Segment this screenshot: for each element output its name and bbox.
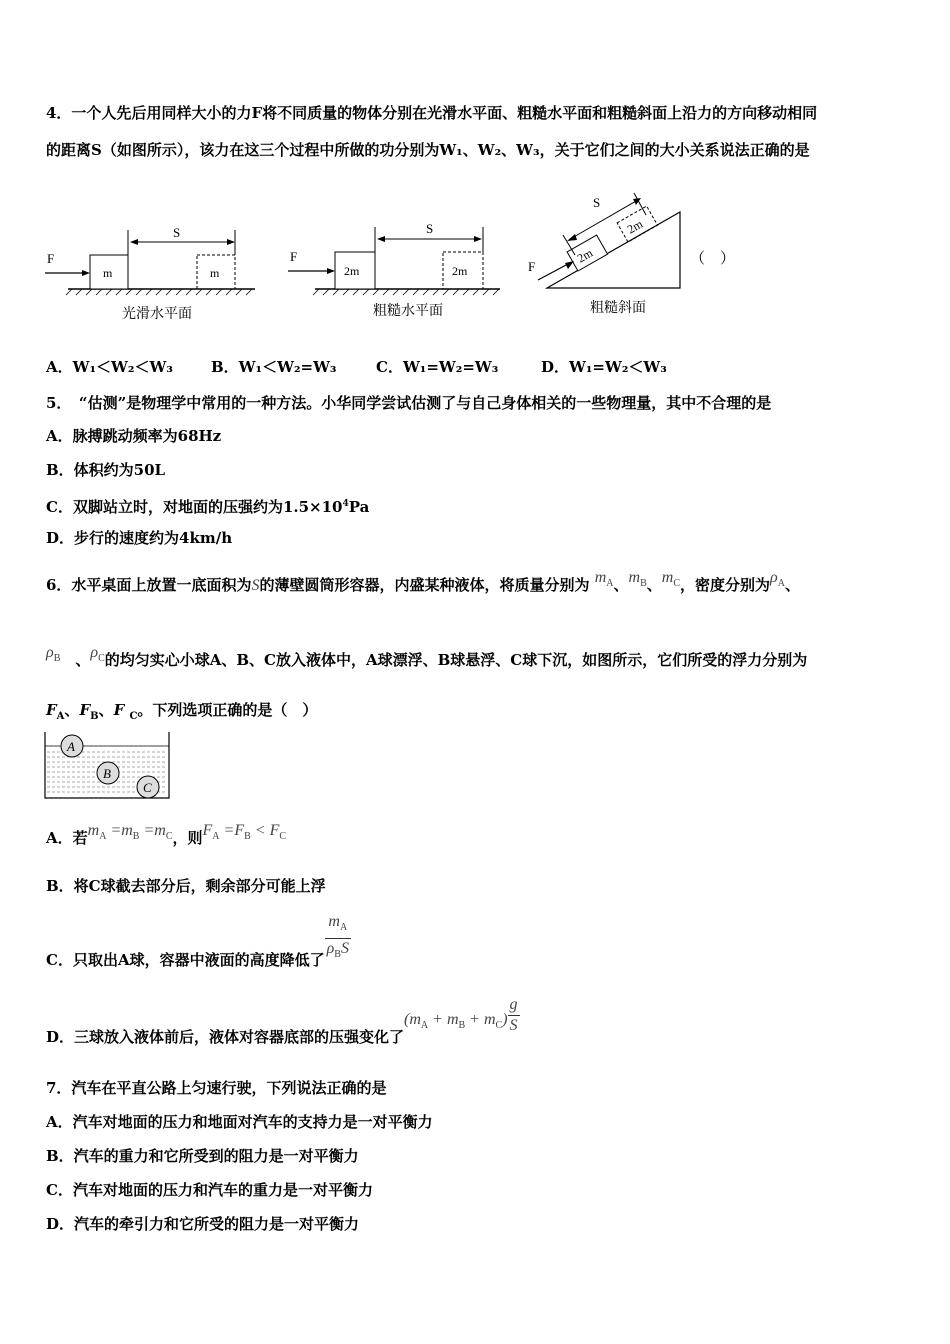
q4-fig1-force: F — [47, 251, 55, 266]
q4-fig1-mass: m — [103, 266, 113, 280]
q6-text-3: ，密度分别为 — [680, 576, 771, 594]
q6-option-c[interactable] — [46, 912, 351, 969]
q7-option-a[interactable]: A．汽车对地面的压力和地面对汽车的支持力是一对平衡力 — [46, 1113, 433, 1131]
q6-option-c-text: C．只取出A球，容器中液面的高度降低了 — [46, 950, 325, 969]
q6-option-a-then: ，则 — [172, 829, 203, 847]
q4-option-d[interactable]: D．W₁=W₂＜W₃ — [541, 358, 667, 376]
q6-mass-b: $m_B$ — [628, 569, 647, 590]
q4-stem-line2: 的距离S（如图所示），该力在这三个过程中所做的功分别为W₁、W₂、W₃，关于它们之间的大小关系说法正确的是 — [46, 141, 810, 159]
q6-stem-line3: $F_A$、$F_B$、F $_C$。下列选项正确的是（ ） — [46, 701, 318, 722]
q4-fig2-dist: S — [426, 221, 434, 236]
q5-option-a[interactable]: A．脉搏跳动频率为68Hz — [46, 427, 222, 445]
q4-figure — [40, 185, 800, 325]
q5-option-c-exp: 4 — [342, 499, 349, 509]
q5-option-c[interactable] — [46, 494, 369, 517]
q4-answer-bracket: （ ） — [690, 251, 736, 267]
q4-fig2-mass-end: 2m — [452, 264, 468, 278]
q5-stem: 5． “估测”是物理学中常用的一种方法。小华同学尝试估测了与自己身体相关的一些物理量，其中不合理的是 — [46, 394, 772, 412]
q4-fig2-mass: 2m — [344, 264, 360, 278]
q6-mass-c: $m_C$ — [661, 569, 680, 590]
q4-fig2-caption: 粗糙水平面 — [373, 304, 443, 319]
q4-fig2-force: F — [290, 249, 298, 264]
q4-fig3-caption: 粗糙斜面 — [590, 301, 646, 316]
q4-fig3-mass-end: 2m — [624, 216, 646, 237]
q6-area-symbol: S — [251, 577, 260, 594]
q4-option-b[interactable]: B．W₁＜W₂=W₃ — [211, 358, 337, 376]
q6-option-a-result: $F_A =F_B < F_C$ — [202, 822, 287, 843]
q6-text-2: 的薄壁圆筒形容器，内盛某种液体，将质量分别为 — [259, 576, 590, 594]
q4-fig1-dist: S — [173, 225, 181, 240]
q6-option-b[interactable]: B．将C球截去部分后，剩余部分可能上浮 — [46, 877, 326, 895]
q6-density-a: $\rho_A$ — [770, 569, 785, 590]
q6-mass-symbols: $m_A$ — [594, 569, 614, 590]
q4-fig3-mass: 2m — [574, 245, 596, 266]
q6-option-d[interactable] — [46, 995, 520, 1046]
q4-fig3-force: F — [528, 259, 536, 274]
q4-fig-rough — [288, 221, 500, 319]
q7-stem: 7．汽车在平直公路上匀速行驶，下列说法正确的是 — [46, 1079, 387, 1097]
q5-option-b[interactable]: B．体积约为50L — [46, 461, 166, 479]
q4-option-c[interactable]: C．W₁=W₂=W₃ — [376, 358, 499, 376]
q6-stem-line2: $\rho_B$ 、$\rho_C$的均匀实心小球A、B、C放入液体中，A球漂浮、B球悬浮、C球下沉，如图所示，它们所受的浮力分别为 — [46, 644, 808, 669]
q6-option-d-fraction: $\frac{g}{S}$ — [509, 996, 518, 1034]
q4-options — [46, 357, 667, 377]
q4-fig1-mass-end: m — [210, 266, 220, 280]
q6-option-a[interactable] — [46, 822, 287, 855]
q5-option-c-text: C．双脚站立时，对地面的压强约为1.5×10 — [46, 498, 343, 516]
q6-text-4: 的均匀实心小球A、B、C放入液体中，A球漂浮、B球悬浮、C球下沉，如图所示，它们所受的浮力分别为 — [104, 651, 808, 669]
q6-option-d-text: D．三球放入液体前后，液体对容器底部的压强变化了 — [46, 1027, 405, 1046]
q4-stem-line1: 4．一个人先后用同样大小的力F将不同质量的物体分别在光滑水平面、粗糙水平面和粗糙斜面上沿力的方向移动相同 — [46, 104, 818, 122]
q6-text-1: 6．水平桌面上放置一底面积为 — [46, 576, 252, 594]
q4-option-a[interactable]: A．W₁＜W₂＜W₃ — [46, 358, 173, 376]
q4-fig1-caption: 光滑水平面 — [122, 307, 192, 322]
q4-fig-smooth — [45, 225, 255, 322]
q6-option-c-fraction: $\frac{m_A}{\rho_BS}$ — [326, 913, 349, 961]
q6-option-a-cond: $m_A =m_B =m_C$ — [87, 822, 173, 843]
q6-ball-c-label: C — [143, 780, 152, 795]
q4-fig3-dist: S — [593, 195, 601, 210]
q6-density-c: $\rho_C$ — [90, 644, 105, 665]
q6-density-b: $\rho_B$ — [46, 644, 61, 665]
q6-option-a-text: A．若 — [46, 829, 88, 847]
q6-stem-line1: 6．水平桌面上放置一底面积为S的薄壁圆筒形容器，内盛某种液体，将质量分别为 $m_A$、$m_B$、$m_C$，密度分别为$\rho_A$、 — [46, 569, 800, 594]
q6-container-figure — [42, 730, 172, 802]
q6-ball-b-label: B — [103, 766, 111, 781]
q4-fig-incline — [528, 193, 735, 316]
q7-option-d[interactable]: D．汽车的牵引力和它所受的阻力是一对平衡力 — [46, 1215, 360, 1233]
q7-option-b[interactable]: B．汽车的重力和它所受到的阻力是一对平衡力 — [46, 1147, 359, 1165]
q5-option-d[interactable]: D．步行的速度约为4km/h — [46, 529, 233, 547]
q6-ball-a-label: A — [67, 739, 75, 754]
q7-option-c[interactable]: C．汽车对地面的压力和汽车的重力是一对平衡力 — [46, 1181, 373, 1199]
q5-option-c-unit: Pa — [348, 498, 370, 516]
q6-option-d-expr: $(m_A + m_B + m_C)$ — [404, 1010, 508, 1031]
